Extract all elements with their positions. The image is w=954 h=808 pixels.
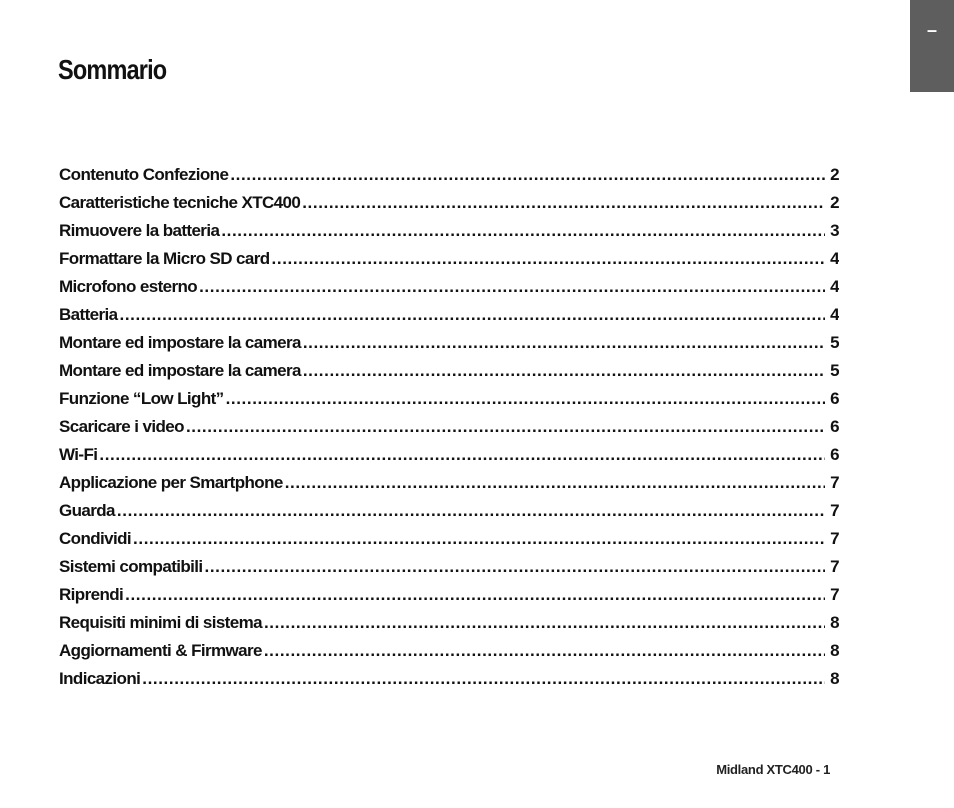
toc-entry-page-number: 8 (830, 669, 839, 688)
toc-entry-label: Requisiti minimi di sistema (59, 613, 262, 632)
toc-dot-leader (272, 245, 825, 273)
toc-dot-leader (226, 385, 825, 413)
toc-entry[interactable] (59, 497, 839, 525)
toc-entry-page-number: 8 (830, 641, 839, 660)
toc-entry-label: Montare ed impostare la camera (59, 361, 301, 380)
toc-entry[interactable] (59, 637, 839, 665)
section-tab (910, 0, 954, 92)
toc-entry[interactable] (59, 525, 839, 553)
toc-entry-label: Applicazione per Smartphone (59, 473, 283, 492)
toc-dot-leader (303, 329, 825, 357)
toc-entry[interactable] (59, 441, 839, 469)
toc-entry[interactable] (59, 553, 839, 581)
toc-entry[interactable] (59, 581, 839, 609)
toc-entry-label: Caratteristiche tecniche XTC400 (59, 193, 301, 212)
toc-entry-page-number: 7 (830, 529, 839, 548)
toc-entry[interactable] (59, 301, 839, 329)
toc-dot-leader (99, 441, 825, 469)
toc-entry[interactable] (59, 413, 839, 441)
toc-entry-page-number: 3 (830, 221, 839, 240)
toc-entry-page-number: 2 (830, 193, 839, 212)
toc-entry-page-number: 4 (830, 277, 839, 296)
toc-dot-leader (302, 189, 825, 217)
page-title: Sommario (58, 54, 167, 85)
toc-entry-page-number: 7 (830, 557, 839, 576)
toc-entry-page-number: 5 (830, 333, 839, 352)
toc-entry-page-number: 6 (830, 445, 839, 464)
toc-entry[interactable] (59, 357, 839, 385)
toc-entry[interactable] (59, 469, 839, 497)
toc-entry-label: Guarda (59, 501, 115, 520)
toc-entry-label: Sistemi compatibili (59, 557, 203, 576)
toc-entry-label: Indicazioni (59, 669, 141, 688)
toc-entry[interactable] (59, 217, 839, 245)
toc-entry-label: Aggiornamenti & Firmware (59, 641, 262, 660)
toc-dot-leader (264, 637, 825, 665)
toc-entry-page-number: 6 (830, 417, 839, 436)
toc-dot-leader (133, 525, 825, 553)
toc-entry-label: Funzione “Low Light” (59, 389, 224, 408)
toc-entry-label: Contenuto Confezione (59, 165, 229, 184)
section-tab-label: – (926, 20, 937, 40)
table-of-contents (59, 161, 839, 693)
page-footer: Midland XTC400 - 1 (716, 762, 830, 777)
toc-entry-label: Wi-Fi (59, 445, 98, 464)
toc-dot-leader (221, 217, 825, 245)
toc-dot-leader (303, 357, 825, 385)
toc-dot-leader (186, 413, 825, 441)
toc-dot-leader (117, 497, 825, 525)
toc-dot-leader (230, 161, 825, 189)
toc-entry-page-number: 7 (830, 501, 839, 520)
toc-entry-label: Microfono esterno (59, 277, 198, 296)
toc-entry-label: Scaricare i video (59, 417, 184, 436)
toc-entry-page-number: 6 (830, 389, 839, 408)
toc-entry-label: Montare ed impostare la camera (59, 333, 301, 352)
toc-entry-label: Riprendi (59, 585, 124, 604)
toc-entry[interactable] (59, 609, 839, 637)
toc-dot-leader (285, 469, 825, 497)
toc-entry-page-number: 8 (830, 613, 839, 632)
toc-entry-label: Batteria (59, 305, 118, 324)
toc-entry-page-number: 5 (830, 361, 839, 380)
toc-entry-label: Formattare la Micro SD card (59, 249, 270, 268)
toc-dot-leader (199, 273, 825, 301)
toc-entry[interactable] (59, 161, 839, 189)
toc-entry-page-number: 4 (830, 305, 839, 324)
toc-dot-leader (120, 301, 825, 329)
toc-entry[interactable] (59, 385, 839, 413)
toc-entry[interactable] (59, 329, 839, 357)
toc-dot-leader (142, 665, 825, 693)
toc-dot-leader (264, 609, 825, 637)
toc-entry[interactable] (59, 245, 839, 273)
toc-entry-page-number: 7 (830, 473, 839, 492)
toc-dot-leader (205, 553, 825, 581)
toc-entry[interactable] (59, 189, 839, 217)
toc-entry-page-number: 2 (830, 165, 839, 184)
toc-entry-page-number: 4 (830, 249, 839, 268)
toc-entry[interactable] (59, 273, 839, 301)
toc-dot-leader (125, 581, 825, 609)
toc-entry-page-number: 7 (830, 585, 839, 604)
toc-entry-label: Rimuovere la batteria (59, 221, 220, 240)
toc-entry-label: Condividi (59, 529, 132, 548)
toc-entry[interactable] (59, 665, 839, 693)
